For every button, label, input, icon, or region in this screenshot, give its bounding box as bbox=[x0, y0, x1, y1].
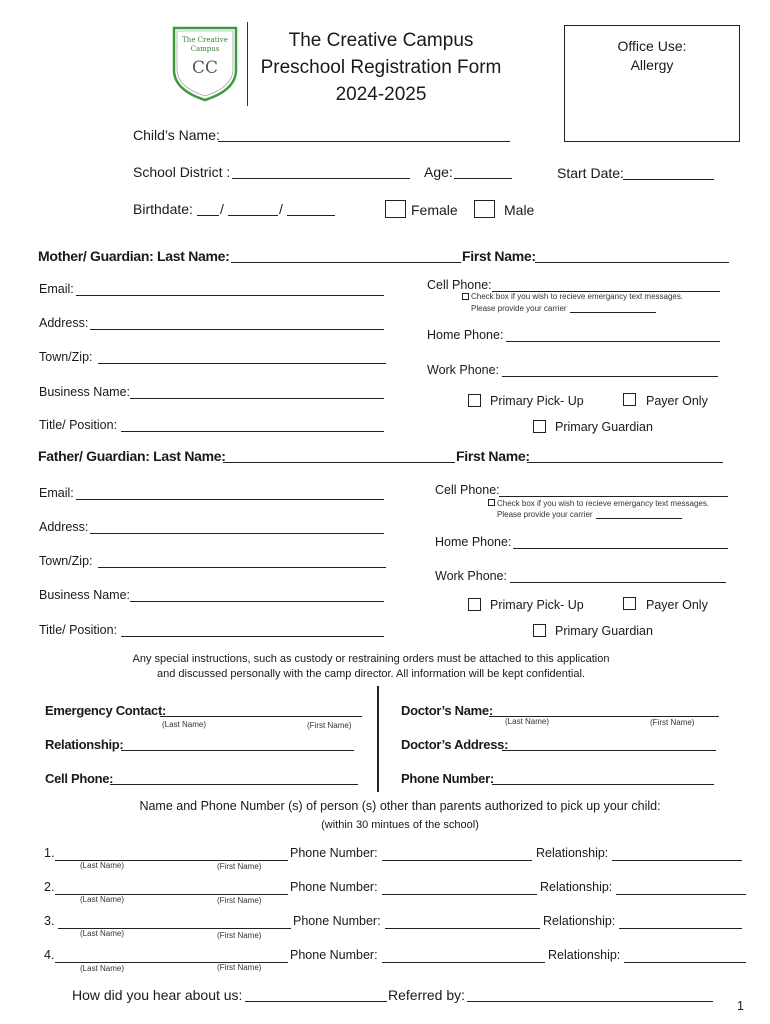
father-pickup-checkbox[interactable] bbox=[468, 598, 481, 611]
mother-cell-label: Cell Phone: bbox=[427, 278, 492, 292]
mother-last-name-label: Mother/ Guardian: Last Name: bbox=[38, 248, 230, 264]
pickup-row-first-hint: (First Name) bbox=[217, 931, 262, 940]
child-name-label: Child’s Name: bbox=[133, 127, 220, 143]
logo-monogram: CC bbox=[191, 58, 218, 78]
father-email-field[interactable] bbox=[76, 499, 384, 500]
father-payer-checkbox[interactable] bbox=[623, 597, 636, 610]
emergency-contact-field[interactable] bbox=[160, 716, 362, 717]
mother-title-label: Title/ Position: bbox=[39, 418, 118, 432]
female-label: Female bbox=[411, 202, 458, 218]
pickup-row-phone-label: Phone Number: bbox=[290, 948, 378, 962]
pickup-subheading: (within 30 mintues of the school) bbox=[321, 819, 479, 831]
referred-by-label: Referred by: bbox=[388, 987, 466, 1003]
logo-text: The Creative Campus bbox=[182, 36, 228, 53]
mother-work-field[interactable] bbox=[502, 376, 718, 377]
female-checkbox[interactable] bbox=[385, 200, 406, 218]
father-last-name-field[interactable] bbox=[223, 462, 455, 463]
pickup-row-number: 2. bbox=[44, 880, 55, 894]
pickup-row-rel-label: Relationship: bbox=[543, 914, 616, 928]
child-name-field[interactable] bbox=[218, 141, 510, 142]
mother-payer-checkbox[interactable] bbox=[623, 393, 636, 406]
relationship-label: Relationship: bbox=[45, 737, 124, 752]
mother-pickup-label: Primary Pick- Up bbox=[490, 394, 584, 408]
school-district-field[interactable] bbox=[232, 178, 410, 179]
pickup-row-rel-label: Relationship: bbox=[548, 948, 621, 962]
mother-carrier-field[interactable] bbox=[570, 312, 656, 313]
pickup-heading: Name and Phone Number (s) of person (s) other than parents authorized to pick up your child: bbox=[139, 799, 661, 813]
doctor-address-field[interactable] bbox=[502, 750, 716, 751]
age-field[interactable] bbox=[454, 178, 512, 179]
father-cell-field[interactable] bbox=[499, 496, 728, 497]
pickup-row-phone-field[interactable] bbox=[382, 894, 537, 895]
mother-address-field[interactable] bbox=[90, 329, 384, 330]
notice-line-1: Any special instructions, such as custody or restraining orders must be attached to this application bbox=[132, 653, 610, 665]
father-text-checkbox[interactable] bbox=[488, 499, 495, 506]
pickup-row-phone-label: Phone Number: bbox=[290, 846, 378, 860]
father-town-label: Town/Zip: bbox=[39, 554, 93, 568]
pickup-row-last-hint: (Last Name) bbox=[80, 895, 125, 904]
office-use-label: Office Use: bbox=[617, 38, 687, 54]
doctor-last-name-hint: (Last Name) bbox=[505, 717, 550, 726]
father-first-name-label: First Name: bbox=[456, 448, 530, 464]
page-number: 1 bbox=[737, 999, 744, 1013]
relationship-field[interactable] bbox=[121, 750, 354, 751]
logo bbox=[170, 24, 240, 102]
pickup-row-last-hint: (Last Name) bbox=[80, 861, 125, 870]
pickup-row-last-hint: (Last Name) bbox=[80, 929, 125, 938]
pickup-row-rel-field[interactable] bbox=[612, 860, 742, 861]
emergency-divider bbox=[377, 686, 379, 792]
pickup-row-first-hint: (First Name) bbox=[217, 963, 262, 972]
mother-home-field[interactable] bbox=[506, 341, 720, 342]
mother-business-field[interactable] bbox=[130, 398, 384, 399]
father-home-label: Home Phone: bbox=[435, 535, 512, 549]
form-title-1: The Creative Campus bbox=[288, 30, 474, 51]
referred-by-field[interactable] bbox=[467, 1001, 713, 1002]
father-work-label: Work Phone: bbox=[435, 569, 508, 583]
form-title-3: 2024-2025 bbox=[335, 84, 427, 105]
mother-work-label: Work Phone: bbox=[427, 363, 500, 377]
father-address-field[interactable] bbox=[90, 533, 384, 534]
pickup-row-phone-label: Phone Number: bbox=[290, 880, 378, 894]
father-text-note-2: Please provide your carrier bbox=[497, 510, 593, 519]
mother-text-checkbox[interactable] bbox=[462, 293, 469, 300]
father-business-label: Business Name: bbox=[39, 588, 131, 602]
father-guardian-label: Primary Guardian bbox=[555, 624, 653, 638]
logo-divider bbox=[247, 22, 248, 106]
father-business-field[interactable] bbox=[130, 601, 384, 602]
mother-town-label: Town/Zip: bbox=[39, 350, 93, 364]
father-email-label: Email: bbox=[39, 486, 74, 500]
notice-line-2: and discussed personally with the camp director. All information will be kept confidential. bbox=[156, 668, 585, 680]
mother-email-field[interactable] bbox=[76, 295, 384, 296]
father-cell-label: Cell Phone: bbox=[435, 483, 500, 497]
mother-title-field[interactable] bbox=[121, 431, 384, 432]
pickup-row-phone-label: Phone Number: bbox=[293, 914, 381, 928]
pickup-row-rel-field[interactable] bbox=[619, 928, 742, 929]
father-text-note-1: Check box if you wish to recieve emergancy text messages. bbox=[497, 499, 710, 508]
emergency-contact-label: Emergency Contact: bbox=[45, 703, 167, 718]
mother-town-field[interactable] bbox=[98, 363, 386, 364]
pickup-row-rel-label: Relationship: bbox=[540, 880, 613, 894]
father-address-label: Address: bbox=[39, 520, 89, 534]
pickup-row-rel-field[interactable] bbox=[616, 894, 746, 895]
mother-text-note-2: Please provide your carrier bbox=[471, 304, 567, 313]
father-title-field[interactable] bbox=[121, 636, 384, 637]
doctor-name-label: Doctor’s Name: bbox=[401, 703, 493, 718]
father-last-name-label: Father/ Guardian: Last Name: bbox=[38, 448, 226, 464]
birthdate-sep-1: / bbox=[220, 201, 224, 217]
father-home-field[interactable] bbox=[513, 548, 728, 549]
mother-pickup-checkbox[interactable] bbox=[468, 394, 481, 407]
doctor-phone-field[interactable] bbox=[492, 784, 714, 785]
hear-about-label: How did you hear about us: bbox=[72, 987, 243, 1003]
father-town-field[interactable] bbox=[98, 567, 386, 568]
age-label: Age: bbox=[424, 164, 453, 180]
pickup-row-phone-field[interactable] bbox=[382, 962, 545, 963]
father-carrier-field[interactable] bbox=[596, 518, 682, 519]
birthdate-sep-2: / bbox=[279, 201, 283, 217]
doctor-first-name-hint: (First Name) bbox=[650, 718, 695, 727]
emergency-cell-label: Cell Phone: bbox=[45, 771, 114, 786]
emergency-first-name-hint: (First Name) bbox=[307, 721, 352, 730]
father-work-field[interactable] bbox=[510, 582, 726, 583]
mother-address-label: Address: bbox=[39, 316, 89, 330]
mother-last-name-field[interactable] bbox=[231, 262, 461, 263]
emergency-cell-field[interactable] bbox=[110, 784, 358, 785]
birthdate-label: Birthdate: bbox=[133, 201, 193, 217]
allergy-label: Allergy bbox=[630, 57, 674, 73]
birthdate-day-field[interactable] bbox=[228, 215, 278, 216]
mother-first-name-field[interactable] bbox=[535, 262, 729, 263]
pickup-row-phone-field[interactable] bbox=[385, 928, 540, 929]
start-date-label: Start Date: bbox=[557, 165, 624, 181]
hear-about-field[interactable] bbox=[245, 1001, 387, 1002]
mother-guardian-label: Primary Guardian bbox=[555, 420, 653, 434]
emergency-last-name-hint: (Last Name) bbox=[162, 720, 207, 729]
start-date-field[interactable] bbox=[623, 179, 714, 180]
pickup-row-number: 1. bbox=[44, 846, 55, 860]
birthdate-month-field[interactable] bbox=[197, 215, 219, 216]
father-payer-label: Payer Only bbox=[646, 598, 708, 612]
birthdate-year-field[interactable] bbox=[287, 215, 335, 216]
pickup-row-last-hint: (Last Name) bbox=[80, 964, 125, 973]
father-title-label: Title/ Position: bbox=[39, 623, 118, 637]
mother-first-name-label: First Name: bbox=[462, 248, 536, 264]
mother-payer-label: Payer Only bbox=[646, 394, 708, 408]
pickup-row-rel-label: Relationship: bbox=[536, 846, 609, 860]
mother-text-note-1: Check box if you wish to recieve emergancy text messages. bbox=[471, 292, 684, 301]
form-title-2: Preschool Registration Form bbox=[260, 57, 502, 78]
pickup-row-first-hint: (First Name) bbox=[217, 896, 262, 905]
pickup-row-number: 4. bbox=[44, 948, 55, 962]
mother-email-label: Email: bbox=[39, 282, 74, 296]
pickup-row-first-hint: (First Name) bbox=[217, 862, 262, 871]
father-guardian-checkbox[interactable] bbox=[533, 624, 546, 637]
male-checkbox[interactable] bbox=[474, 200, 495, 218]
doctor-address-label: Doctor’s Address: bbox=[401, 737, 509, 752]
mother-home-label: Home Phone: bbox=[427, 328, 504, 342]
pickup-row-phone-field[interactable] bbox=[382, 860, 532, 861]
father-first-name-field[interactable] bbox=[527, 462, 723, 463]
male-label: Male bbox=[504, 202, 535, 218]
mother-guardian-checkbox[interactable] bbox=[533, 420, 546, 433]
mother-business-label: Business Name: bbox=[39, 385, 131, 399]
pickup-row-number: 3. bbox=[44, 914, 55, 928]
doctor-phone-label: Phone Number: bbox=[401, 771, 494, 786]
school-district-label: School District : bbox=[133, 164, 231, 180]
father-pickup-label: Primary Pick- Up bbox=[490, 598, 584, 612]
pickup-row-rel-field[interactable] bbox=[624, 962, 746, 963]
